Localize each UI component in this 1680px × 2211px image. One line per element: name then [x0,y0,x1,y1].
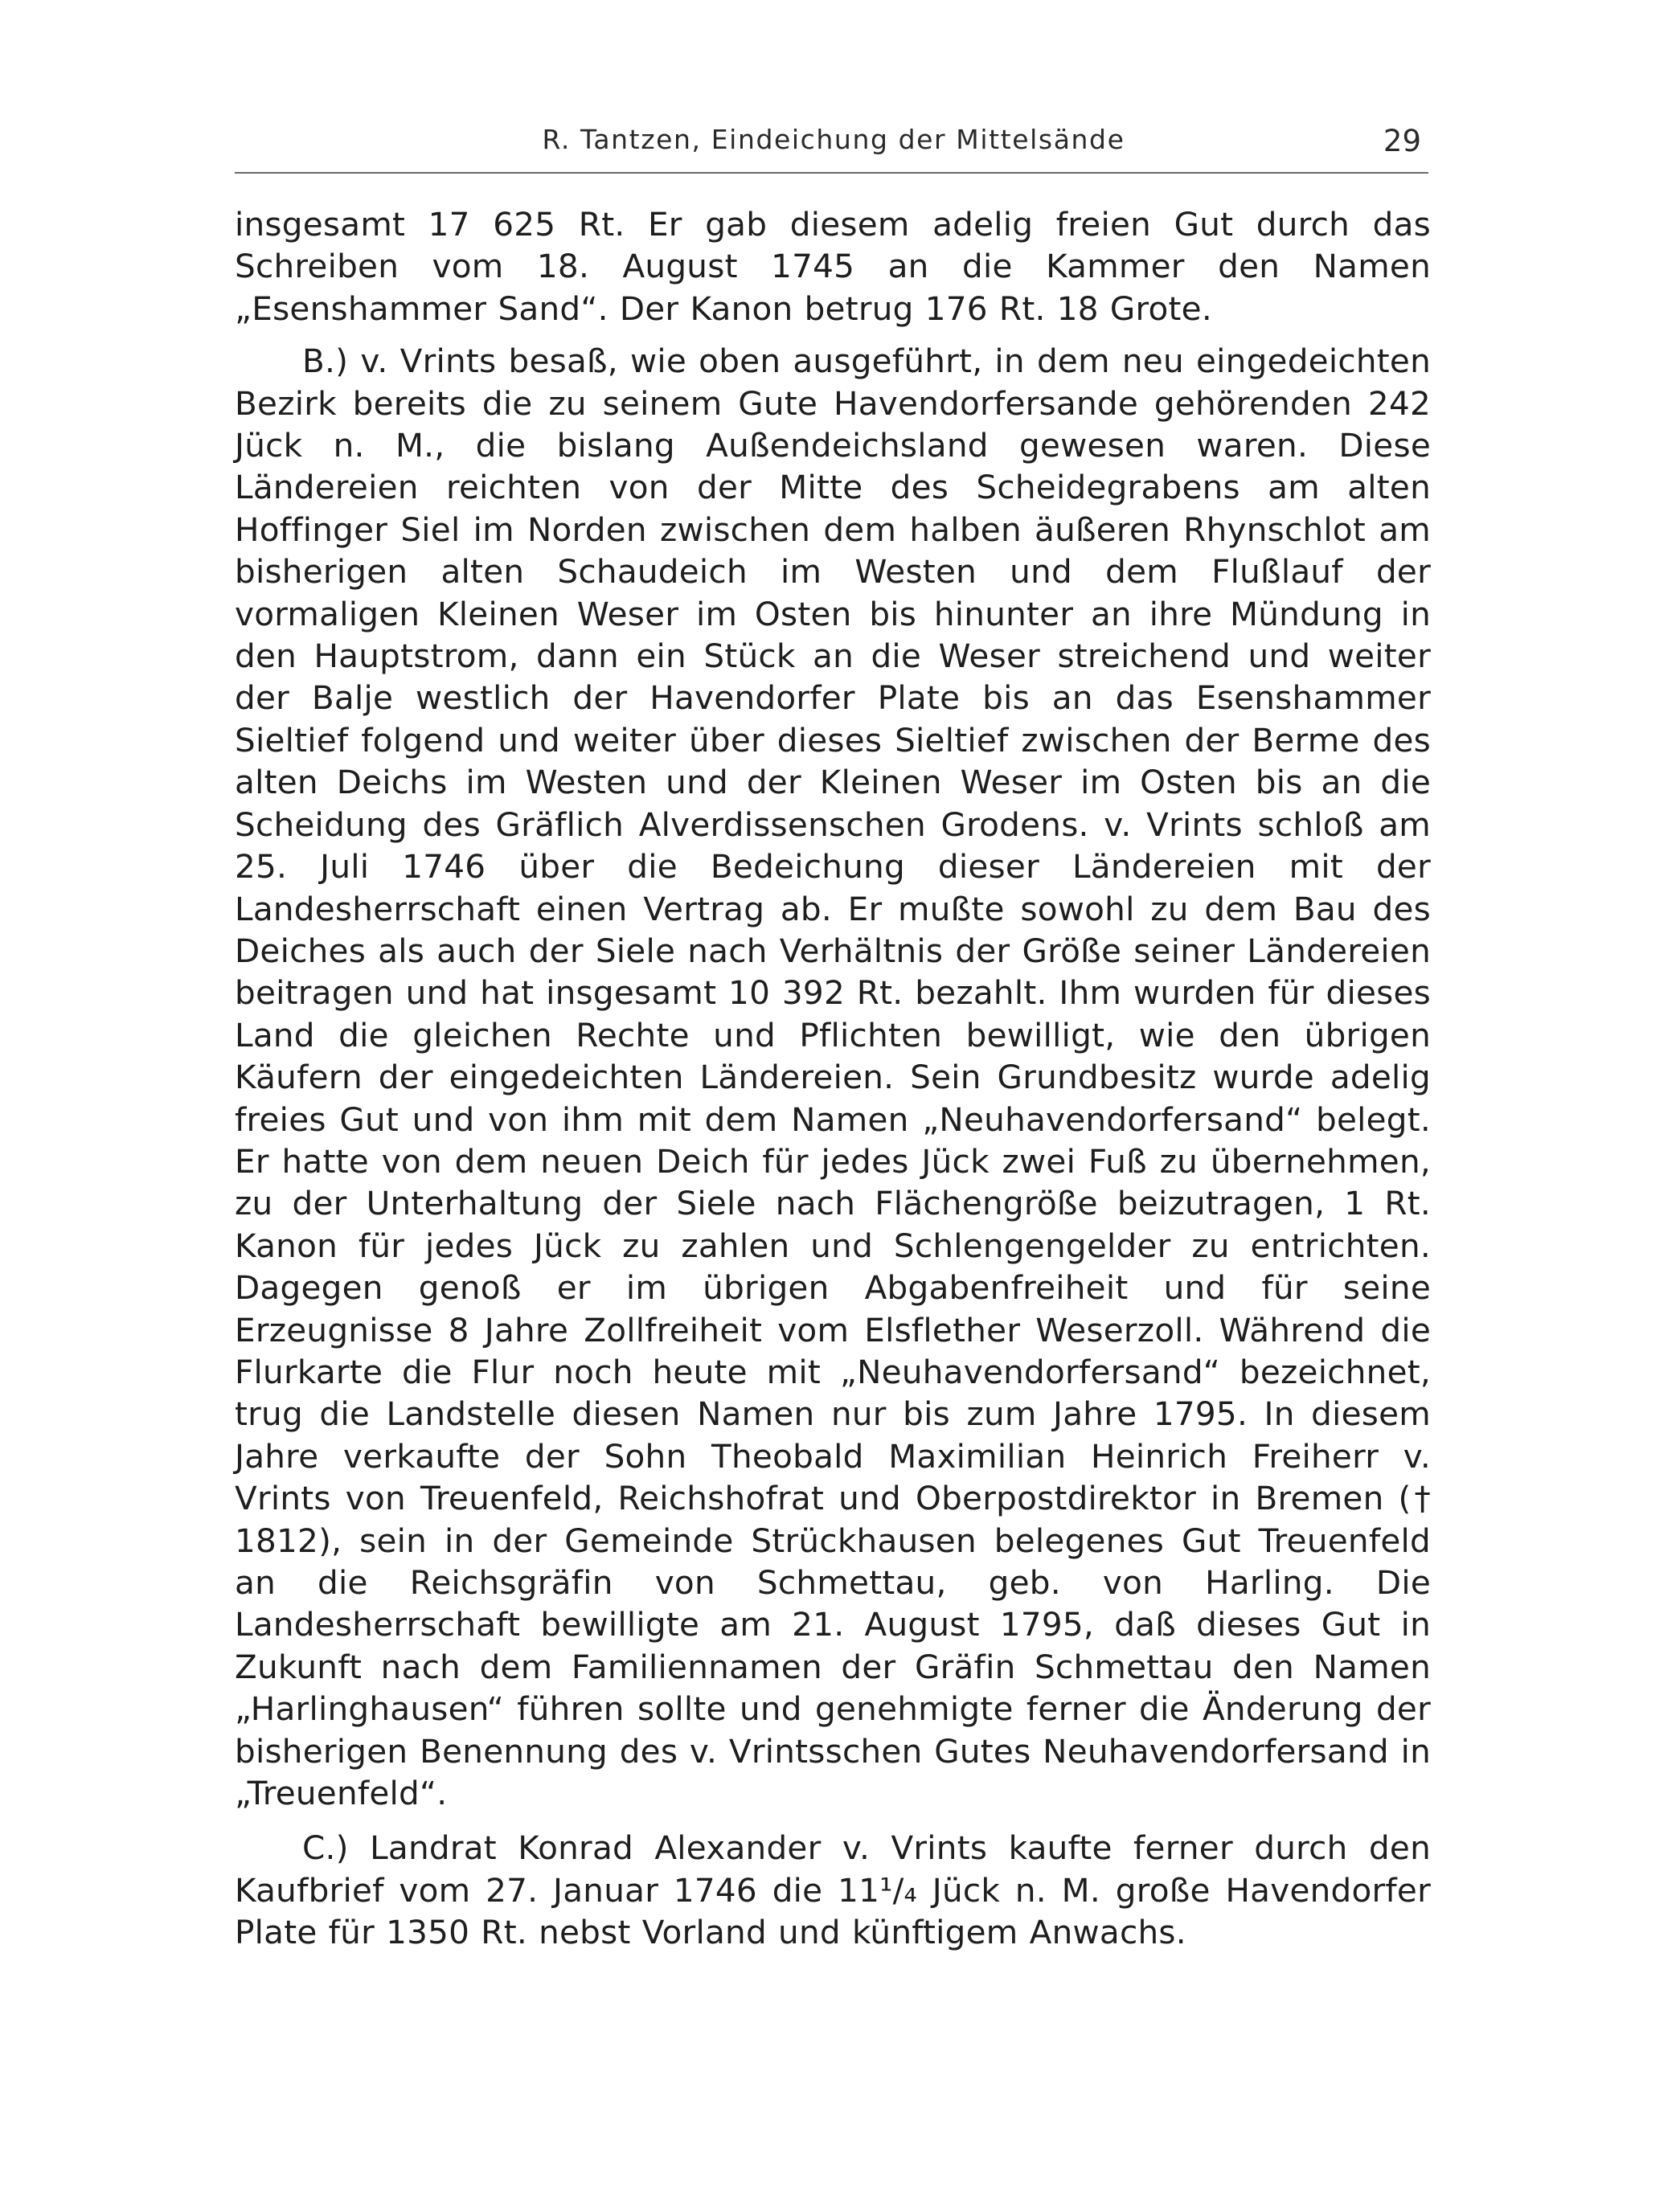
body-text [235,203,1431,1954]
paragraph-continuation: insgesamt 17 625 Rt. Er gab diesem adelig freien Gut durch das Schreiben vom 18. August 1745 an die Kammer den Namen „Esenshammer Sand“. Der Kanon betrug 176 Rt. 18 Grote. [235,205,1431,328]
running-header-title: R. Tantzen, Eindeichung der Mittelsände [542,124,1125,155]
header-rule [235,172,1428,174]
paragraph-c: C.) Landrat Konrad Alexander v. Vrints kaufte ferner durch den Kaufbrief vom 27. Januar 1746 die 11¹/₄ Jück n. M. große Havendorfer Plate für 1350 Rt. nebst Vorland und künftigem Anwachs. [235,1828,1431,1952]
running-header [235,121,1432,169]
page-number: 29 [1383,124,1421,158]
paragraph-b: B.) v. Vrints besaß, wie oben ausgeführt, in dem neu eingedeichten Bezirk bereits die zu seinem Gute Havendorfersande gehörenden 242 Jück n. M., die bislang Außendeichsland gewesen waren. Diese Ländereien reichten von der Mitte des Scheidegrabens am alten Hoffinger Siel im Norden zwischen dem halben äußeren Rhynschlot am bisherigen alten Schaudeich im Westen und dem Flußlauf der vormaligen Kleinen Weser im Osten bis hinunter an ihre Mündung in den Hauptstrom, dann ein Stück an die Weser streichend und weiter der Balje westlich der Havendorfer Plate bis an das Esenshammer Sieltief folgend und weiter über dieses Sieltief zwischen der Berme des alten Deichs im Westen und der Kleinen Weser im Osten bis an die Scheidung des Gräflich Alverdissenschen Grodens. v. Vrints schloß am 25. Juli 1746 über die Bedeichung dieser Ländereien mit der Landesherrschaft einen Vertrag ab. Er mußte sowohl zu dem Bau des Deiches als auch der Siele nach Verhältnis der Größe seiner Ländereien beitragen und hat insgesamt 10 392 Rt. bezahlt. Ihm wurden für dieses Land die gleichen Rechte und Pflichten bewilligt, wie den übrigen Käufern der eingedeichten Ländereien. Sein Grundbesitz wurde adelig freies Gut und von ihm mit dem Namen „Neuhavendorfersand“ belegt. Er hatte von dem neuen Deich für jedes Jück zwei Fuß zu übernehmen, zu der Unterhaltung der Siele nach Flächengröße beizutragen, 1 Rt. Kanon für jedes Jück zu zahlen und Schlengengelder zu entrichten. Dagegen genoß er im übrigen Abgabenfreiheit und für seine Erzeugnisse 8 Jahre Zollfreiheit vom Elsflether Weserzoll. Während die Flurkarte die Flur noch heute mit „Neuhavendorfersand“ bezeichnet, trug die Landstelle diesen Namen nur bis zum Jahre 1795. In diesem Jahre verkaufte der Sohn Theobald Maximilian Heinrich Freiherr v. Vrints von Treuenfeld, Reichshofrat und Oberpostdirektor in Bremen († 1812), sein in der Gemeinde Strückhausen belegenes Gut Treuenfeld an die Reichsgräfin von Schmettau, geb. von Harling. Die Landesherrschaft bewilligte am 21. August 1795, daß dieses Gut in Zukunft nach dem Familiennamen der Gräfin Schmettau den Namen „Harlinghausen“ führen sollte und genehmigte ferner die Änderung der bisherigen Benennung des v. Vrintsschen Gutes Neuhavendorfersand in „Treuenfeld“. [235,342,1431,1813]
